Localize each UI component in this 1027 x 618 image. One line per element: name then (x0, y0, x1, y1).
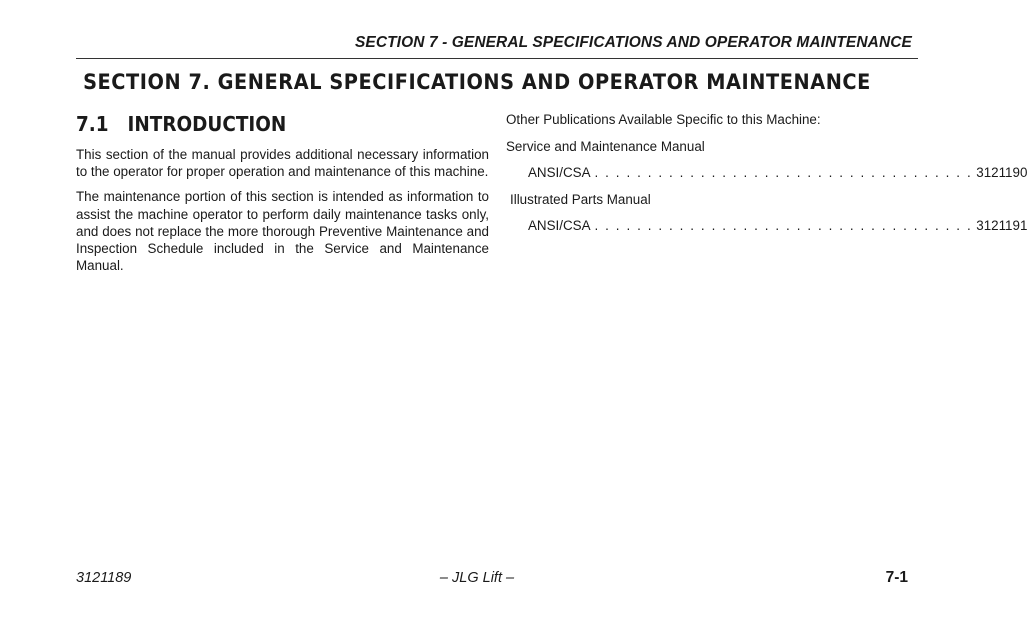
publications-list (506, 111, 1027, 243)
manual-standard: ANSI/CSA (528, 217, 591, 233)
section-title: SECTION 7. GENERAL SPECIFICATIONS AND OPERATOR MAINTENANCE (83, 70, 871, 94)
manual-number: 3121190 (976, 165, 1027, 181)
footer-doc-number: 3121189 (76, 570, 132, 586)
footer-page-number: 7-1 (885, 569, 908, 586)
manual-title-service: Service and Maintenance Manual (506, 139, 705, 155)
manual-standard: ANSI/CSA (528, 165, 591, 181)
header-rule (76, 58, 918, 59)
dot-leader: . . . . . . . . . . . . . . . . . . . . . . . . . . . . . . . . . . . . (594, 165, 973, 181)
manual-number: 3121191 (976, 217, 1027, 233)
dot-leader: . . . . . . . . . . . . . . . . . . . . . . . . . . . . . . . . . . . . (594, 217, 973, 233)
manual-title-parts: Illustrated Parts Manual (510, 191, 651, 207)
publications-intro: Other Publications Available Specific to this Machine: (506, 112, 821, 127)
manual-entry-service (506, 164, 1027, 181)
intro-paragraph-1: This section of the manual provides additional necessary information to the operator for proper operation and maintenance of this machine. (76, 147, 489, 180)
intro-heading (76, 112, 286, 136)
footer-center-text: – JLG Lift – (439, 570, 515, 586)
intro-heading-text: INTRODUCTION (127, 112, 287, 136)
manual-entry-parts (506, 217, 1027, 234)
intro-paragraph-2: The maintenance portion of this section is intended as information to assist the machine operator to perform daily maintenance tasks only, and does not replace the more thorough Preventive Maintenance and Inspection Schedule included in the Service and Maintenance Manual. (76, 189, 489, 274)
running-header: SECTION 7 - GENERAL SPECIFICATIONS AND OPERATOR MAINTENANCE (354, 34, 912, 51)
intro-body (76, 146, 489, 282)
intro-heading-number: 7.1 (76, 112, 109, 136)
